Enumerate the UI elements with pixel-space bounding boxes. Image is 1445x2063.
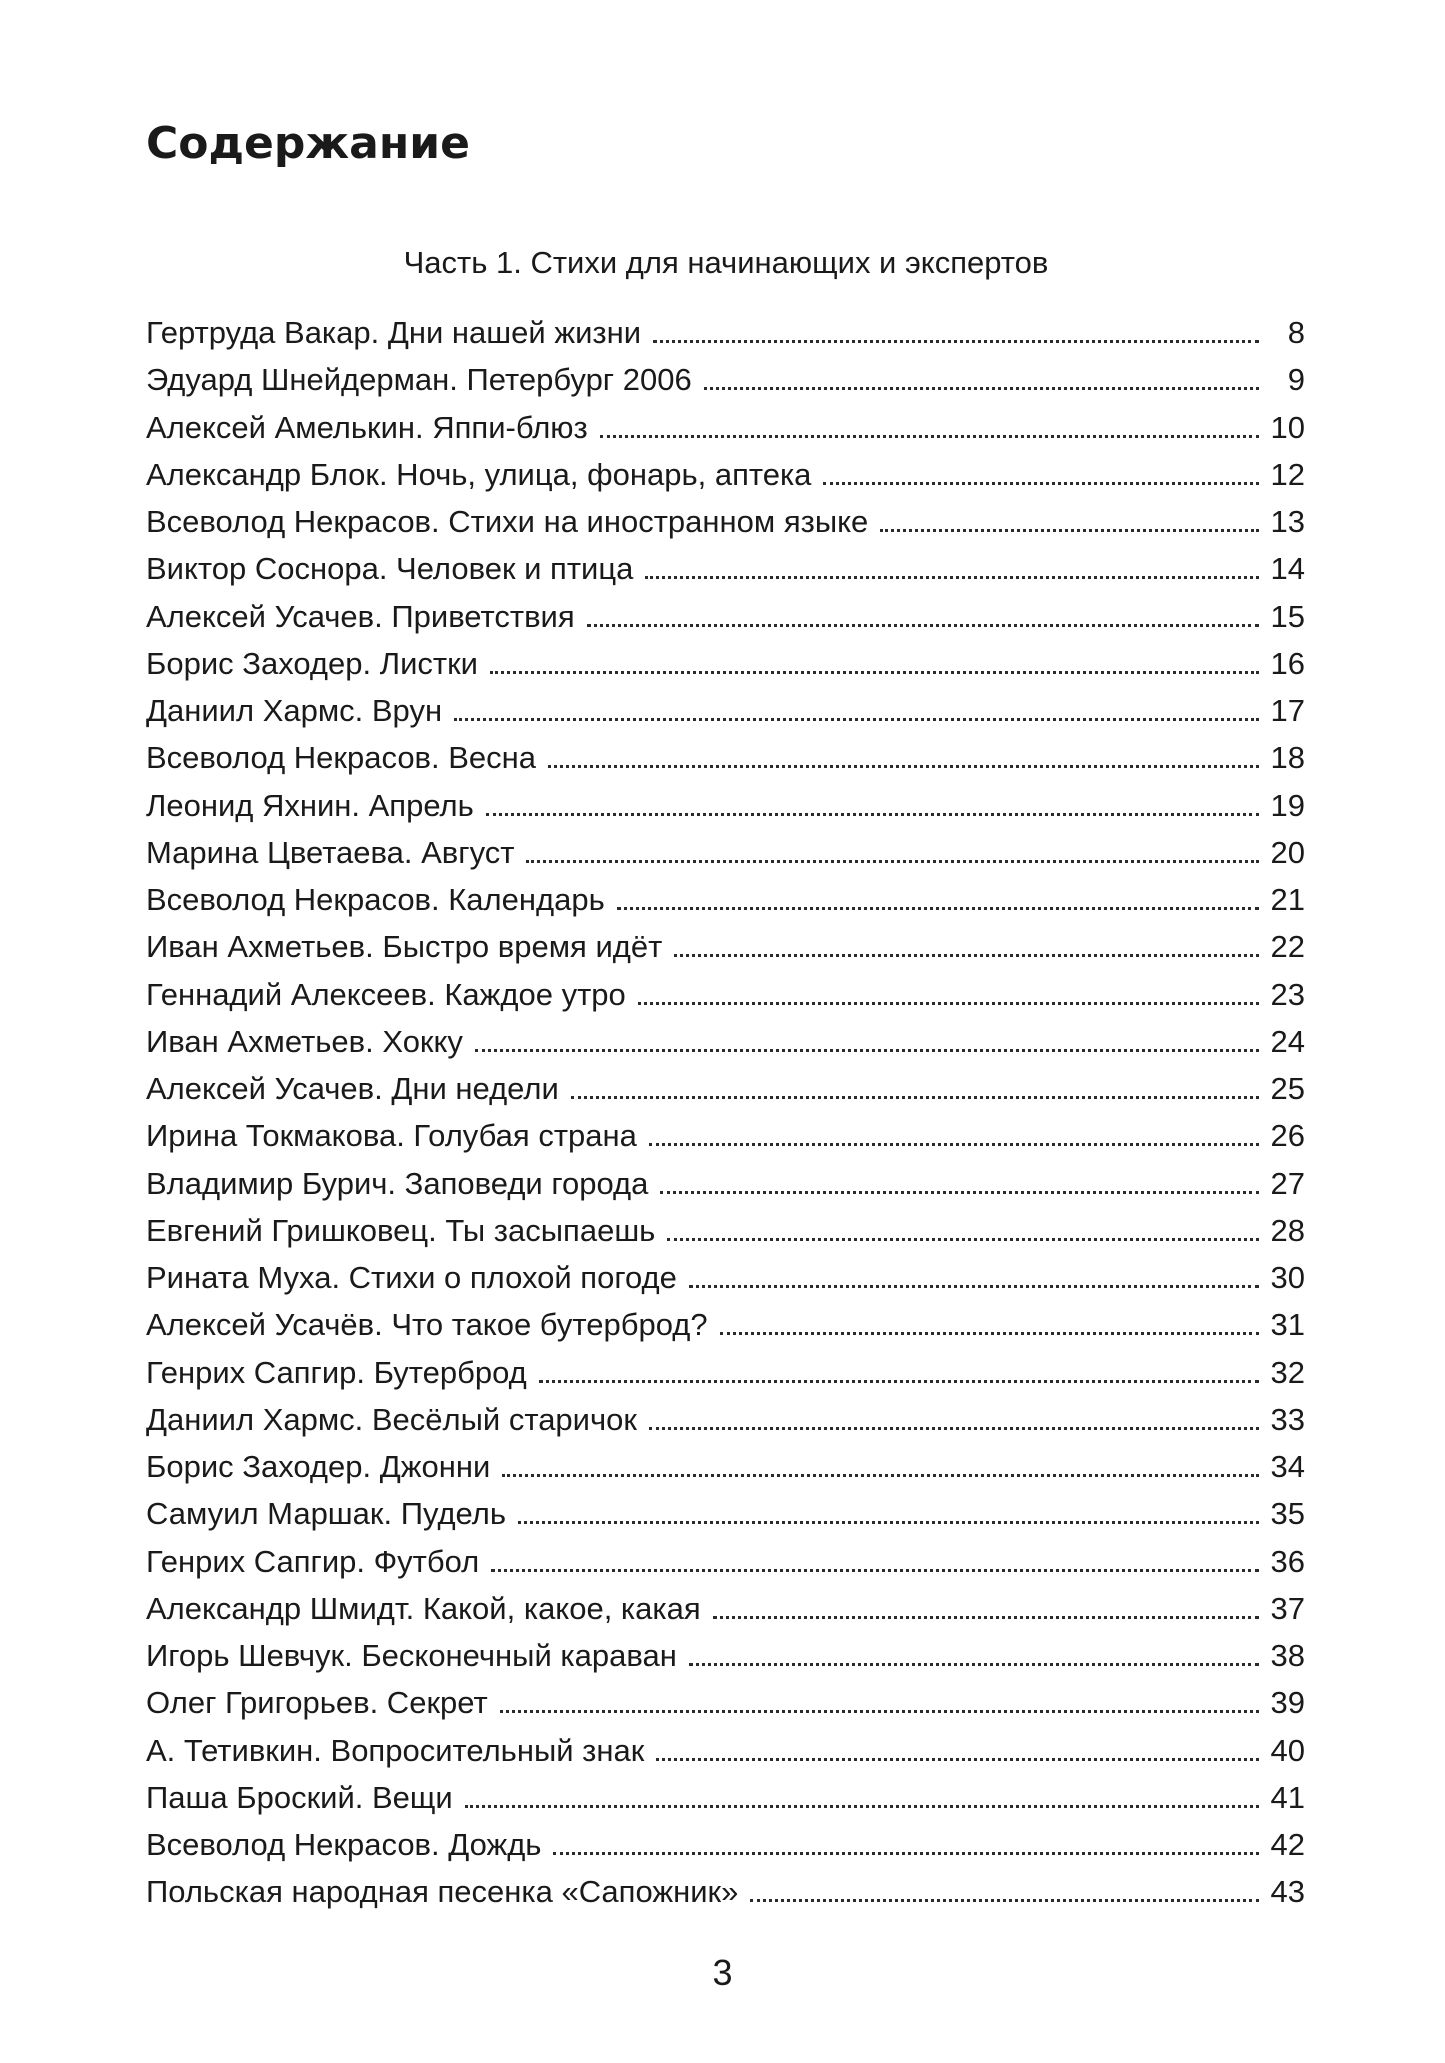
toc-dot-leader (502, 1474, 1259, 1477)
toc-dot-leader (518, 1521, 1259, 1524)
toc-entry (146, 782, 1305, 829)
toc-entry (146, 1443, 1305, 1490)
toc-entry (146, 1254, 1305, 1301)
toc-dot-leader (704, 387, 1259, 390)
toc-dot-leader (465, 1805, 1259, 1808)
toc-entry-title: Гертруда Вакар. Дни нашей жизни (146, 315, 642, 350)
toc-dot-leader (823, 482, 1259, 485)
toc-dot-leader (526, 860, 1259, 863)
toc-dot-leader (553, 1852, 1259, 1855)
toc-dot-leader (490, 671, 1259, 674)
table-of-contents (146, 309, 1305, 1916)
toc-entry (146, 451, 1305, 498)
part-heading: Часть 1. Стихи для начинающих и экспертов (403, 245, 1049, 280)
toc-dot-leader (645, 576, 1259, 579)
toc-entry-title: А. Тетивкин. Вопросительный знак (146, 1732, 645, 1768)
toc-entry-page: 42 (1270, 1827, 1305, 1862)
toc-entry-title: Самуил Маршак. Пудель (146, 1496, 506, 1532)
toc-entry-page: 16 (1270, 645, 1305, 681)
toc-dot-leader (689, 1285, 1259, 1288)
toc-entry (146, 1396, 1305, 1443)
toc-entry (146, 404, 1305, 451)
toc-entry (146, 309, 1305, 356)
toc-entry (146, 1301, 1305, 1348)
toc-dot-leader (674, 954, 1259, 957)
toc-entry (146, 1774, 1305, 1821)
toc-entry (146, 498, 1305, 545)
toc-entry-title: Евгений Гришковец. Ты засыпаешь (146, 1212, 656, 1248)
toc-dot-leader (880, 529, 1259, 532)
toc-entry (146, 1112, 1305, 1159)
toc-entry-page: 39 (1270, 1685, 1305, 1721)
toc-entry-title: Борис Заходер. Джонни (146, 1449, 491, 1484)
toc-entry-title: Алексей Усачев. Приветствия (146, 598, 575, 634)
toc-entry-page: 14 (1270, 551, 1305, 587)
toc-entry-title: Алексей Усачев. Дни недели (146, 1071, 559, 1106)
toc-entry-page: 13 (1270, 504, 1305, 539)
toc-entry-page: 12 (1270, 456, 1305, 492)
toc-entry-title: Олег Григорьев. Секрет (146, 1685, 488, 1721)
toc-dot-leader (539, 1380, 1259, 1383)
toc-dot-leader (713, 1616, 1259, 1619)
toc-dot-leader (491, 1569, 1259, 1572)
toc-dot-leader (649, 1143, 1259, 1146)
toc-entry-page: 17 (1270, 693, 1305, 728)
toc-entry (146, 545, 1305, 592)
toc-entry-page: 9 (1287, 362, 1305, 398)
page-number: 3 (712, 1952, 733, 1993)
toc-entry (146, 923, 1305, 970)
toc-entry-title: Иван Ахметьев. Хокку (146, 1023, 463, 1059)
toc-dot-leader (653, 340, 1259, 343)
toc-entry-title: Владимир Бурич. Заповеди города (146, 1165, 649, 1201)
toc-entry-title: Леонид Яхнин. Апрель (146, 787, 474, 823)
toc-entry-page: 25 (1270, 1071, 1305, 1106)
toc-entry-title: Виктор Соснора. Человек и птица (146, 551, 634, 587)
toc-dot-leader (720, 1332, 1259, 1335)
toc-dot-leader (500, 1710, 1259, 1713)
toc-entry-title: Всеволод Некрасов. Весна (146, 740, 537, 776)
toc-entry-title: Эдуард Шнейдерман. Петербург 2006 (146, 362, 692, 398)
toc-entry-page: 21 (1270, 882, 1305, 917)
toc-entry-page: 26 (1270, 1118, 1305, 1154)
toc-entry-title: Рината Муха. Стихи о плохой погоде (146, 1260, 677, 1295)
toc-entry-page: 41 (1270, 1779, 1305, 1815)
toc-entry-page: 19 (1270, 787, 1305, 823)
toc-entry-title: Борис Заходер. Листки (146, 645, 478, 681)
toc-entry-page: 24 (1270, 1023, 1305, 1059)
toc-entry (146, 734, 1305, 781)
toc-entry-page: 38 (1270, 1638, 1305, 1673)
toc-entry-title: Всеволод Некрасов. Дождь (146, 1827, 542, 1862)
toc-entry (146, 971, 1305, 1018)
toc-entry (146, 1349, 1305, 1396)
toc-entry-title: Марина Цветаева. Август (146, 834, 515, 870)
toc-dot-leader (486, 813, 1259, 816)
toc-entry (146, 687, 1305, 734)
toc-entry-page: 32 (1270, 1354, 1305, 1390)
toc-dot-leader (667, 1238, 1259, 1241)
toc-entry (146, 1868, 1305, 1915)
toc-entry-page: 33 (1270, 1401, 1305, 1437)
toc-entry-page: 27 (1270, 1165, 1305, 1201)
toc-entry-title: Александр Шмидт. Какой, какое, какая (146, 1590, 701, 1626)
toc-dot-leader (660, 1191, 1259, 1194)
toc-entry-title: Даниил Хармс. Врун (146, 693, 443, 728)
toc-entry-page: 23 (1270, 976, 1305, 1012)
toc-dot-leader (475, 1049, 1259, 1052)
toc-entry-title: Иван Ахметьев. Быстро время идёт (146, 929, 663, 965)
toc-entry-page: 40 (1270, 1732, 1305, 1768)
toc-entry-page: 37 (1270, 1590, 1305, 1626)
toc-entry-page: 31 (1270, 1307, 1305, 1343)
toc-dot-leader (617, 907, 1259, 910)
toc-entry (146, 640, 1305, 687)
toc-entry-page: 8 (1287, 315, 1305, 350)
toc-entry (146, 1018, 1305, 1065)
toc-entry (146, 1065, 1305, 1112)
toc-entry-title: Игорь Шевчук. Бесконечный караван (146, 1638, 677, 1673)
toc-entry-page: 10 (1270, 409, 1305, 445)
toc-entry (146, 1207, 1305, 1254)
toc-entry-title: Геннадий Алексеев. Каждое утро (146, 976, 626, 1012)
toc-dot-leader (548, 765, 1259, 768)
toc-entry-page: 36 (1270, 1543, 1305, 1579)
toc-entry (146, 1679, 1305, 1726)
toc-entry-title: Ирина Токмакова. Голубая страна (146, 1118, 637, 1154)
toc-entry (146, 1727, 1305, 1774)
toc-entry (146, 1160, 1305, 1207)
toc-entry-title: Алексей Усачёв. Что такое бутерброд? (146, 1307, 708, 1343)
toc-entry-title: Польская народная песенка «Сапожник» (146, 1874, 739, 1910)
toc-entry-page: 28 (1270, 1212, 1305, 1248)
toc-entry (146, 1585, 1305, 1632)
toc-dot-leader (638, 1002, 1259, 1005)
toc-entry (146, 876, 1305, 923)
toc-entry-title: Генрих Сапгир. Бутерброд (146, 1354, 527, 1390)
toc-entry-page: 20 (1270, 834, 1305, 870)
toc-entry-page: 43 (1270, 1874, 1305, 1910)
toc-entry-title: Алексей Амелькин. Яппи-блюз (146, 409, 588, 445)
toc-dot-leader (587, 624, 1259, 627)
toc-dot-leader (571, 1096, 1259, 1099)
toc-entry-page: 18 (1270, 740, 1305, 776)
toc-entry (146, 1821, 1305, 1868)
toc-entry-page: 34 (1270, 1449, 1305, 1484)
toc-entry (146, 1490, 1305, 1537)
toc-entry-title: Всеволод Некрасов. Календарь (146, 882, 605, 917)
page-title: Содержание (146, 118, 470, 169)
toc-entry (146, 829, 1305, 876)
toc-dot-leader (600, 435, 1259, 438)
toc-entry-page: 15 (1270, 598, 1305, 634)
toc-entry-title: Даниил Хармс. Весёлый старичок (146, 1401, 637, 1437)
toc-dot-leader (649, 1427, 1259, 1430)
toc-entry-page: 30 (1270, 1260, 1305, 1295)
toc-entry-title: Всеволод Некрасов. Стихи на иностранном языке (146, 504, 869, 539)
toc-entry-title: Паша Броский. Вещи (146, 1779, 453, 1815)
toc-entry-page: 35 (1270, 1496, 1305, 1532)
toc-entry-title: Генрих Сапгир. Футбол (146, 1543, 480, 1579)
toc-entry-title: Александр Блок. Ночь, улица, фонарь, аптека (146, 456, 812, 492)
toc-dot-leader (656, 1758, 1259, 1761)
toc-dot-leader (454, 718, 1259, 721)
toc-entry (146, 1632, 1305, 1679)
toc-dot-leader (689, 1663, 1259, 1666)
toc-entry-page: 22 (1270, 929, 1305, 965)
toc-dot-leader (750, 1899, 1259, 1902)
toc-entry (146, 356, 1305, 403)
toc-entry (146, 593, 1305, 640)
toc-entry (146, 1538, 1305, 1585)
